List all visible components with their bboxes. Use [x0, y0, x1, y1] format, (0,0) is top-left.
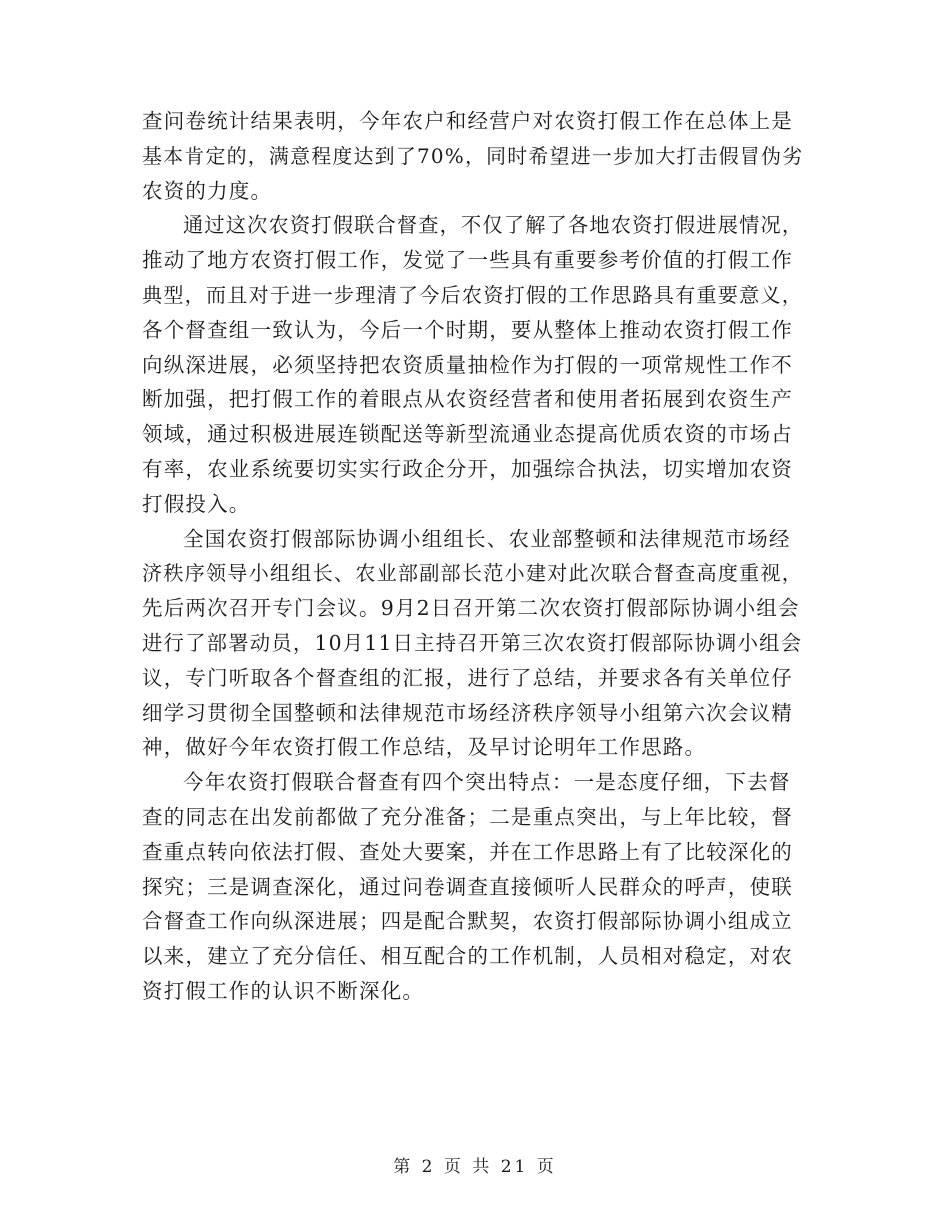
text-line: 断加强，把打假工作的着眼点从农资经营者和使用者拓展到农资生产 — [142, 387, 793, 412]
text-line: 推动了地方农资打假工作，发觉了一些具有重要参考价值的打假工作 — [142, 248, 793, 273]
text-line: 有率，农业系统要切实实行政企分开，加强综合执法，切实增加农资 — [142, 456, 793, 481]
text-line: 典型，而且对于进一步理清了今后农资打假的工作思路具有重要意义， — [142, 282, 804, 307]
text-line: 神，做好今年农资打假工作总结，及早讨论明年工作思路。 — [142, 735, 707, 760]
text-line: 查的同志在出发前都做了充分准备；二是重点突出，与上年比较，督 — [142, 804, 793, 829]
text-line: 查重点转向依法打假、查处大要案，并在工作思路上有了比较深化的 — [142, 839, 793, 864]
text-line: 探究；三是调查深化，通过问卷调查直接倾听人民群众的呼声，使联 — [142, 874, 793, 899]
text-line: 细学习贯彻全国整顿和法律规范市场经济秩序领导小组第六次会议精 — [142, 700, 793, 725]
text-line: 农资的力度。 — [142, 178, 273, 203]
text-line: 先后两次召开专门会议。9月2日召开第二次农资打假部际协调小组会 — [142, 596, 800, 621]
text-line: 合督查工作向纵深进展；四是配合默契，农资打假部际协调小组成立 — [142, 909, 793, 934]
text-line: 以来，建立了充分信任、相互配合的工作机制，人员相对稳定，对农 — [142, 944, 793, 969]
text-line: 各个督查组一致认为，今后一个时期，要从整体上推动农资打假工作 — [142, 317, 793, 342]
text-line: 基本肯定的，满意程度达到了70%，同时希望进一步加大打击假冒伪劣 — [142, 143, 804, 168]
text-line: 济秩序领导小组组长、农业部副部长范小建对此次联合督查高度重视， — [142, 561, 804, 586]
paragraph-1 — [142, 104, 806, 208]
text-line: 进行了部署动员，10月11日主持召开第三次农资打假部际协调小组会 — [142, 630, 803, 655]
text-line: 打假投入。 — [142, 491, 251, 516]
paragraph-2 — [142, 208, 806, 521]
document-body — [142, 104, 806, 1009]
paragraph-4 — [142, 765, 806, 1009]
page-number-footer: 第 2 页 共 21 页 — [393, 1157, 557, 1177]
text-line: 今年农资打假联合督查有四个突出特点：一是态度仔细，下去督 — [183, 770, 791, 795]
text-line: 资打假工作的认识不断深化。 — [142, 978, 425, 1003]
text-line: 向纵深进展，必须坚持把农资质量抽检作为打假的一项常规性工作不 — [142, 352, 793, 377]
text-line: 议，专门听取各个督查组的汇报，进行了总结，并要求各有关单位仔 — [142, 665, 793, 690]
paragraph-3 — [142, 522, 806, 766]
text-line: 查问卷统计结果表明，今年农户和经营户对农资打假工作在总体上是 — [142, 109, 793, 133]
text-line: 全国农资打假部际协调小组组长、农业部整顿和法律规范市场经 — [183, 526, 791, 551]
text-line: 领域，通过积极进展连锁配送等新型流通业态提高优质农资的市场占 — [142, 422, 793, 447]
text-line: 通过这次农资打假联合督查，不仅了解了各地农资打假进展情况， — [183, 213, 804, 238]
